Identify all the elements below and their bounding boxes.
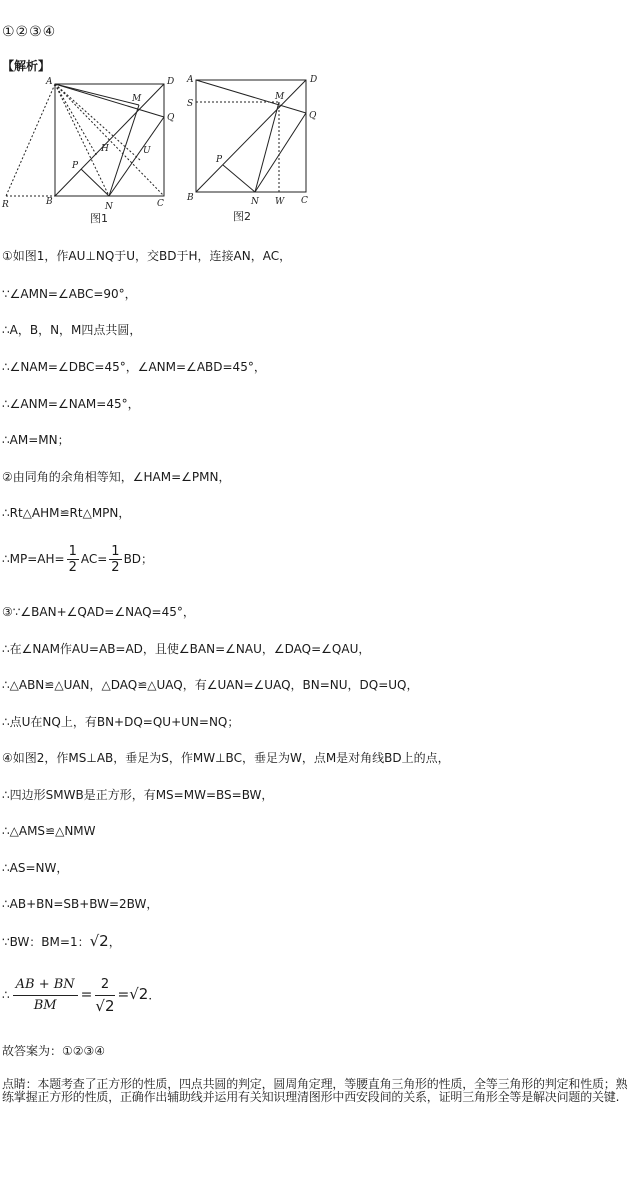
solution-line-17: ∴AS=NW， [2,861,69,875]
fig1-label-u: U [143,146,151,156]
fig1-label-h: H [101,144,109,154]
solution-line-15: ∴四边形SMWB是正方形，有MS=MW=BS=BW， [2,788,274,802]
solution-line-20 [2,972,160,1017]
solution-line-2: ∵∠AMN=∠ABC=90°， [2,287,137,301]
solution-line-8: ∴Rt△AHM≌Rt△MPN， [2,506,131,520]
fraction-half-1 [67,544,79,575]
fig2-label-c: C [301,196,308,206]
fig2-label-w: W [275,197,285,207]
fig1-label-q: Q [167,113,175,123]
figure-2 [196,80,306,192]
solution-line-5: ∴∠ANM=∠NAM=45°， [2,397,140,411]
frac-numerator-ab-bn: AB + BN [13,975,78,996]
line19-suffix: ， [108,935,121,949]
line19-prefix: ∵BW：BM=1： [2,935,90,949]
fraction-two-over-sqrt2 [95,975,114,1016]
fig1-label-c: C [157,199,164,209]
fig2-label-a: A [187,75,194,85]
final-answer: 故答案为：①②③④ [2,1044,106,1058]
fig1-label-r: R [2,200,9,210]
fig1-label-p: P [72,161,79,171]
fig2-label-n: N [251,197,259,207]
line9-prefix: ∴MP=AH= [2,552,65,566]
fig1-label-n: N [105,202,113,212]
fraction-ab-bn-over-bm [13,975,78,1016]
solution-line-14: ④如图2，作MS⊥AB，垂足为S，作MW⊥BC，垂足为W，点M是对角线BD上的点， [2,751,450,765]
sqrt-two-1: √2 [89,932,109,950]
solution-line-16: ∴△AMS≌△NMW [2,824,96,838]
frac-denominator-sqrt2: √2 [95,997,115,1015]
frac2-numerator: 1 [111,544,120,559]
fig2-caption: 图2 [233,210,251,223]
solution-line-10: ③∵∠BAN+∠QAD=∠NAQ=45°， [2,605,195,619]
line20-suffix: ． [148,988,161,1002]
line20-prefix: ∴ [2,988,10,1002]
fraction-half-2 [109,544,121,575]
geometry-figures [0,70,330,230]
solution-line-12: ∴△ABN≌△UAN，△DAQ≌△UAQ，有∠UAN=∠UAQ，BN=NU，DQ=UQ， [2,678,419,692]
frac-denominator-bm: BM [33,998,57,1013]
fig1-label-d: D [167,77,175,87]
fig2-label-q: Q [309,111,317,121]
equals-1: = [80,987,93,1003]
analysis-heading: 【解析】 [2,59,51,73]
fig1-label-b: B [46,197,53,207]
fig1-label-m: M [132,94,142,104]
top-answer: ①②③④ [2,24,57,40]
fig2-label-m: M [275,92,285,102]
solution-line-13: ∴点U在NQ上，有BN+DQ=QU+UN=NQ； [2,715,240,729]
solution-line-9 [2,542,153,576]
equals-2: = [117,987,130,1003]
fig1-label-a: A [46,77,53,87]
frac2-denominator: 2 [111,560,120,575]
line9-mid: AC= [80,552,108,566]
fig1-caption: 图1 [90,212,108,225]
solution-line-11: ∴在∠NAM作AU=AB=AD，且使∠BAN=∠NAU，∠DAQ=∠QAU， [2,642,371,656]
solution-line-19 [2,933,121,950]
comment-paragraph: 点睛：本题考查了正方形的性质，四点共圆的判定，圆周角定理，等腰直角三角形的性质，全等三角形的判定和性质；熟练掌握正方形的性质，正确作出辅助线并运用有关知识理清图形中西安段间的关系，证明三角形全等是解决问题的关键. [2,1077,628,1104]
fig2-label-s: S [187,99,194,109]
frac1-denominator: 2 [68,560,77,575]
solution-line-7: ②由同角的余角相等知，∠HAM=∠PMN， [2,470,231,484]
solution-line-4: ∴∠NAM=∠DBC=45°，∠ANM=∠ABD=45°， [2,360,266,374]
solution-line-6: ∴AM=MN； [2,433,70,447]
solution-line-3: ∴A，B，N，M四点共圆， [2,323,142,337]
fig2-label-p: P [216,155,223,165]
frac1-numerator: 1 [68,544,77,559]
solution-line-18: ∴AB+BN=SB+BW=2BW， [2,897,159,911]
fig2-label-d: D [310,75,318,85]
frac-numerator-two: 2 [95,975,114,996]
fig2-label-b: B [187,193,194,203]
line9-suffix: BD； [123,552,154,566]
sqrt-two-result: √2 [129,985,149,1003]
solution-line-1: ①如图1，作AU⊥NQ于U，交BD于H，连接AN，AC， [2,249,292,263]
